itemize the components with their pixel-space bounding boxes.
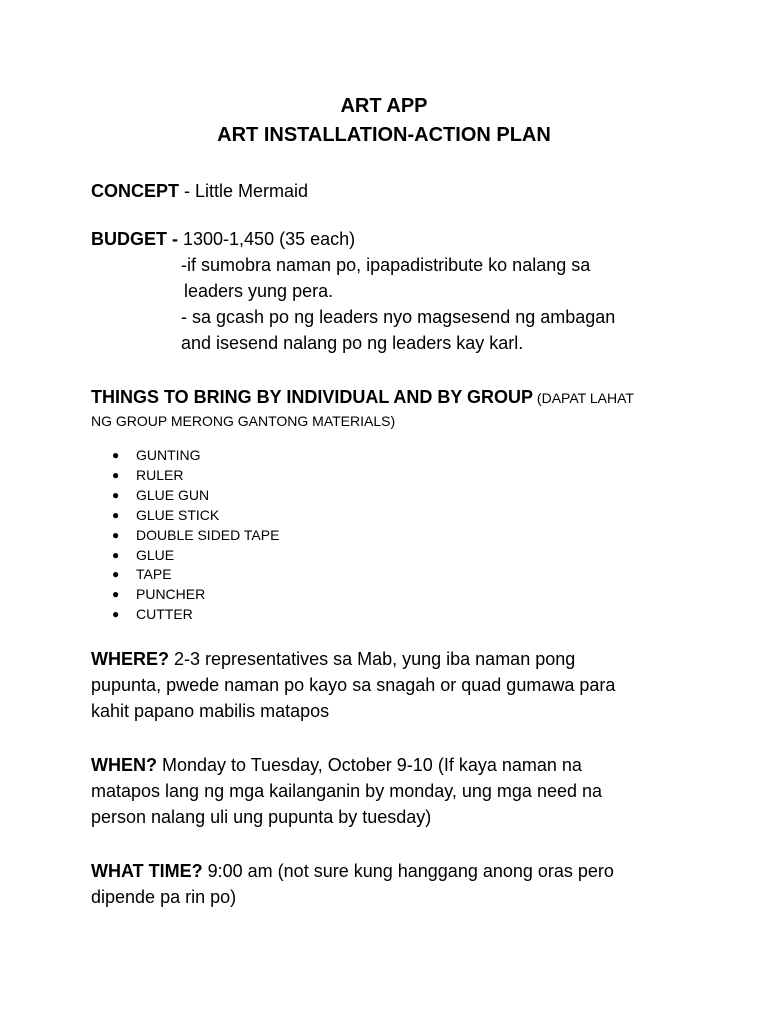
things-note-part2: NG GROUP MERONG GANTONG MATERIALS): [91, 413, 396, 429]
what-time-section: [91, 858, 691, 910]
budget-label: BUDGET -: [91, 229, 183, 249]
when-label: WHEN?: [91, 755, 157, 775]
list-item: [91, 506, 279, 526]
bullet-icon: ●: [112, 507, 120, 522]
what-time-text-2: dipende pa rin po): [91, 887, 237, 907]
list-item-label: GUNTING: [136, 447, 201, 463]
list-item: [91, 486, 279, 506]
list-item-label: GLUE STICK: [136, 506, 220, 523]
list-item: [91, 466, 279, 486]
title-line-2: ART INSTALLATION-ACTION PLAN: [217, 124, 551, 146]
where-section: [91, 646, 691, 724]
list-item: [91, 526, 279, 546]
budget-section: [91, 226, 615, 356]
budget-note-1: -if sumobra naman po, ipapadistribute ko nalang sa: [181, 255, 591, 275]
materials-list: [91, 446, 279, 625]
bullet-icon: ●: [112, 567, 120, 582]
where-text-3: kahit papano mabilis matapos: [91, 701, 330, 721]
list-item-label: DOUBLE SIDED TAPE: [136, 526, 280, 543]
list-item: [91, 605, 279, 625]
bullet-icon: ●: [112, 547, 120, 562]
list-item-label: TAPE: [136, 566, 172, 583]
when-section: [91, 752, 691, 830]
document-title: [0, 92, 768, 150]
what-time-text-1: 9:00 am (not sure kung hanggang anong oras pero: [202, 861, 614, 881]
what-time-label: WHAT TIME?: [91, 861, 203, 881]
list-item: [91, 585, 279, 605]
concept-label: CONCEPT: [91, 181, 180, 201]
title-line-1: ART APP: [340, 95, 428, 117]
budget-note-4: and isesend nalang po ng leaders kay karl.: [181, 333, 524, 353]
concept-section: [91, 178, 308, 204]
bullet-icon: ●: [112, 448, 120, 462]
list-item-label: GLUE GUN: [136, 486, 210, 503]
things-note-part1: (DAPAT LAHAT: [533, 390, 634, 406]
bullet-icon: ●: [112, 487, 120, 502]
things-label: THINGS TO BRING BY INDIVIDUAL AND BY GROUP: [91, 387, 534, 407]
where-label: WHERE?: [91, 649, 169, 669]
list-item: [91, 565, 279, 585]
things-section: [91, 384, 691, 431]
when-text-3: person nalang uli ung pupunta by tuesday): [91, 807, 432, 827]
bullet-icon: ●: [112, 607, 120, 622]
list-item: [91, 446, 279, 466]
bullet-icon: ●: [112, 467, 120, 482]
budget-note-3: - sa gcash po ng leaders nyo magsesend ng ambagan: [181, 307, 616, 327]
when-text-1: Monday to Tuesday, October 9-10 (If kaya naman na: [157, 755, 582, 775]
list-item-label: RULER: [136, 466, 184, 483]
bullet-icon: ●: [112, 527, 120, 542]
list-item-label: PUNCHER: [136, 586, 206, 603]
concept-text: - Little Mermaid: [179, 181, 309, 201]
list-item-label: GLUE: [136, 546, 175, 563]
list-item: [91, 546, 279, 566]
when-text-2: matapos lang ng mga kailanganin by monday, ung mga need na: [91, 781, 603, 801]
budget-note-2: leaders yung pera.: [184, 281, 334, 301]
budget-amount: 1300-1,450 (35 each): [183, 229, 356, 249]
document-page: [91, 92, 691, 907]
list-item-label: CUTTER: [136, 606, 193, 623]
bullet-icon: ●: [112, 587, 120, 602]
where-text-1: 2-3 representatives sa Mab, yung iba naman pong: [169, 649, 576, 669]
where-text-2: pupunta, pwede naman po kayo sa snagah or quad gumawa para: [91, 675, 616, 695]
